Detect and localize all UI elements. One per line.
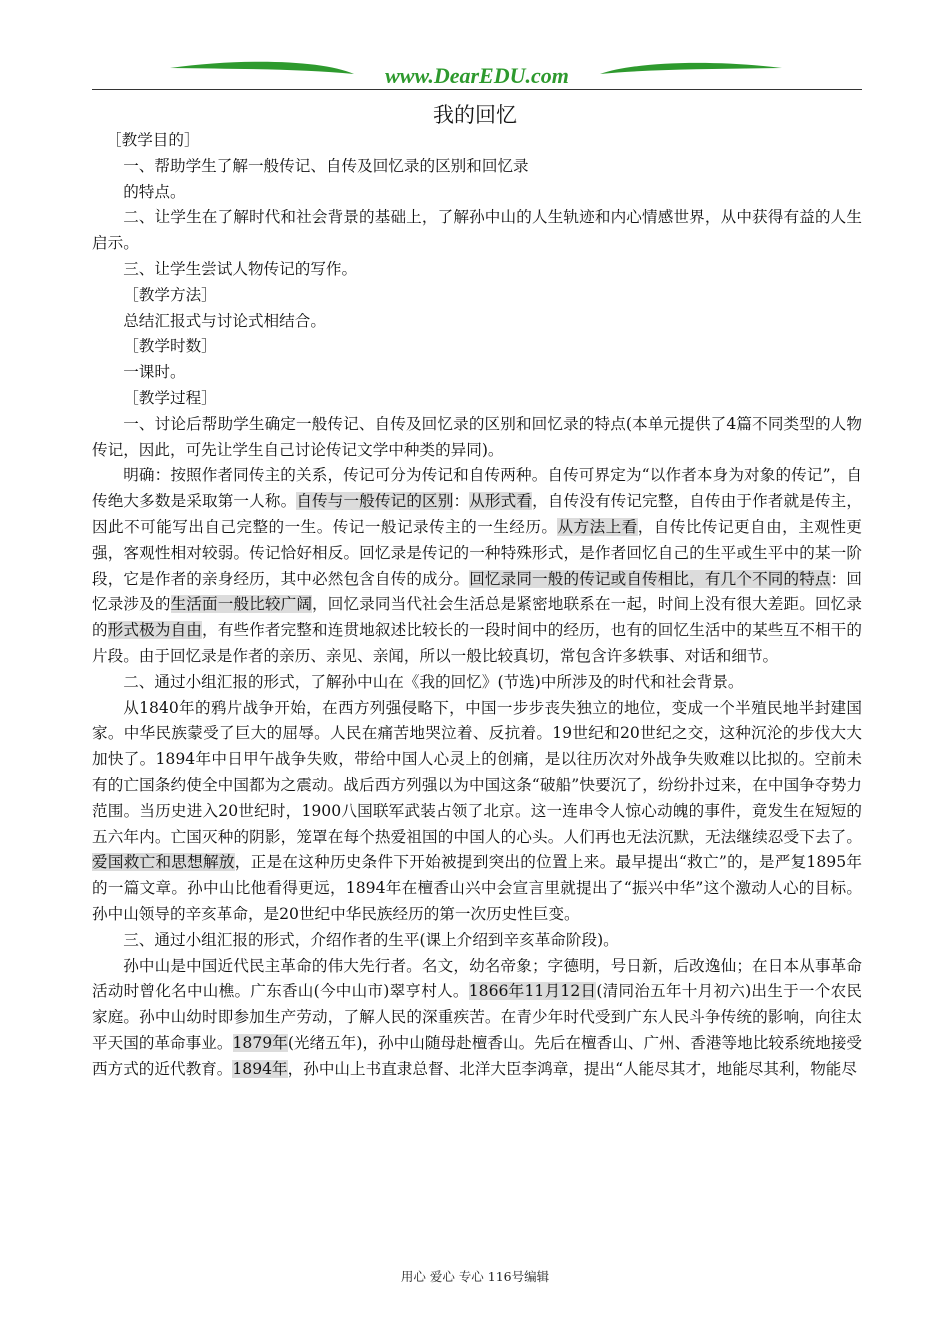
clarify-text: ，自传没有传记完整，自传由于作者就是传主，因此不可能写出自己完整的一生。传记一般记录传主的一生经历。 xyxy=(92,492,862,536)
highlight-text: 生活面一般比较广阔 xyxy=(170,595,313,614)
clarify-text: ：回忆录涉及的 xyxy=(92,569,862,614)
header-rule xyxy=(92,89,862,90)
highlight-text: 1894年 xyxy=(232,1059,288,1078)
bio-paragraph xyxy=(92,954,862,1083)
process-heading: ［教学过程］ xyxy=(123,388,217,407)
bio-text: 孙中山是中国近代民主革命的伟大先行者。名文，幼名帝象；字德明，号日新，后改逸仙；在日本从事革命活动时曾化名中山樵。广东香山(今中山市)翠亨村人。 xyxy=(92,956,862,1001)
highlight-text: 从形式看 xyxy=(469,492,533,511)
process-step-2: 二、通过小组汇报的形式，了解孙中山在《我的回忆》(节选)中所涉及的时代和社会背景。 xyxy=(123,672,744,691)
background-paragraph xyxy=(92,696,862,928)
clarify-text: ，自传比传记更自由，主观性更强，客观性相对较弱。传记恰好相反。回忆录是传记的一种特殊形式，是作者回忆自己的生平或生平中的某一阶段，它是作者的亲身经历，其中必然包含自传的成分。 xyxy=(92,517,862,588)
clarify-paragraph xyxy=(92,463,862,669)
document-body xyxy=(92,128,862,1082)
objectives-heading: ［教学目的］ xyxy=(106,131,200,149)
process-step-3: 三、通过小组汇报的形式，介绍作者的生平(课上介绍到辛亥革命阶段)。 xyxy=(123,930,619,949)
objective-1-continued: 的特点。 xyxy=(123,182,186,201)
clarify-text: ，有些作者完整和连贯地叙述比较长的一段时间中的经历，也有的回忆生活中的某些互不相干的片段。由于回忆录是作者的亲历、亲见、亲闻，所以一般比较真切，常包含许多轶事、对话和细节。 xyxy=(92,621,862,665)
site-url: www.DearEDU.com xyxy=(385,63,569,88)
page-footer: 用心 爱心 专心 116号编辑 xyxy=(400,1269,550,1284)
background-text: 从1840年的鸦片战争开始，在西方列强侵略下，中国一步步丧失独立的地位，变成一个半殖民地半封建国家。中华民族蒙受了巨大的屈辱。人民在痛苦地哭泣着、反抗着。19世纪和20世纪之交，这种沉沦的步伐大大加快了。1894年中日甲午战争失败，带给中国人心灵上的创痛，是以往历次对外战争失败难以比拟的。空前未有的亡国条约使全中国都为之震动。战后西方列强以为中国这条“破船”快要沉了，纷纷扑过来，在中国争夺势力范围。当历史进入20世纪时，1900八国联军武装占领了北京。这一连串令人惊心动魄的事件，竟发生在短短的五六年内。亡国灭种的阴影，笼罩在每个热爱祖国的中国人的心头。人们再也无法沉默，无法继续忍受下去了。 xyxy=(92,698,862,846)
highlight-text: 自传与一般传记的区别 xyxy=(296,492,454,511)
highlight-text: 从方法上看 xyxy=(557,517,638,536)
clarify-text: ： xyxy=(453,492,470,511)
background-text: ，正是在这种历史条件下开始被提到突出的位置上来。最早提出“救亡”的，是严复1895年的一篇文章。孙中山比他看得更远，1894年在檀香山兴中会宣言里就提出了“振兴中华”这个激动人心的目标。孙中山领导的辛亥革命，是20世纪中华民族经历的第一次历史性巨变。 xyxy=(92,853,862,923)
highlight-text: 爱国救亡和思想解放 xyxy=(92,853,235,872)
hours-text: 一课时。 xyxy=(123,363,186,382)
method-heading: ［教学方法］ xyxy=(123,285,217,304)
process-step-1: 一、讨论后帮助学生确定一般传记、自传及回忆录的区别和回忆录的特点(本单元提供了4篇不同类型的人物传记，因此，可先让学生自己讨论传记文学中种类的异同)。 xyxy=(92,414,862,459)
hours-heading: ［教学时数］ xyxy=(123,337,217,356)
banner-left-swoosh xyxy=(170,62,354,74)
highlight-text: 回忆录同一般的传记或自传相比，有几个不同的特点 xyxy=(469,569,831,588)
objective-2: 二、让学生在了解时代和社会背景的基础上，了解孙中山的人生轨迹和内心情感世界，从中获得有益的人生启示。 xyxy=(92,208,862,253)
method-text: 总结汇报式与讨论式相结合。 xyxy=(123,311,326,330)
bio-text: (清同治五年十月初六)出生于一个农民家庭。孙中山幼时即参加生产劳动，了解人民的深重疾苦。在青少年时代受到广东人民斗争传统的影响，向往太平天国的革命事业。 xyxy=(92,982,862,1052)
bio-text: (光绪五年)，孙中山随母赴檀香山。先后在檀香山、广州、香港等地比较系统地接受西方式的近代教育。 xyxy=(92,1033,862,1078)
clarify-text: 明确：按照作者同传主的关系，传记可分为传记和自传两种。自传可界定为“以作者本身为对象的传记”，自传绝大多数是采取第一人称。 xyxy=(92,466,862,511)
banner-right-swoosh xyxy=(600,63,782,74)
site-banner xyxy=(92,58,862,92)
bio-text: ，孙中山上书直隶总督、北洋大臣李鸿章，提出“人能尽其才，地能尽其利，物能尽 xyxy=(287,1059,857,1078)
objective-3: 三、让学生尝试人物传记的写作。 xyxy=(123,259,358,278)
highlight-text: 1879年 xyxy=(232,1033,288,1052)
page-title: 我的回忆 xyxy=(433,103,517,127)
highlight-text: 1866年11月12日 xyxy=(468,982,597,1001)
objective-1: 一、帮助学生了解一般传记、自传及回忆录的区别和回忆录 xyxy=(123,156,529,175)
highlight-text: 形式极为自由 xyxy=(107,621,203,640)
clarify-text: ，回忆录同当代社会生活总是紧密地联系在一起，时间上没有很大差距。回忆录的 xyxy=(92,595,862,640)
